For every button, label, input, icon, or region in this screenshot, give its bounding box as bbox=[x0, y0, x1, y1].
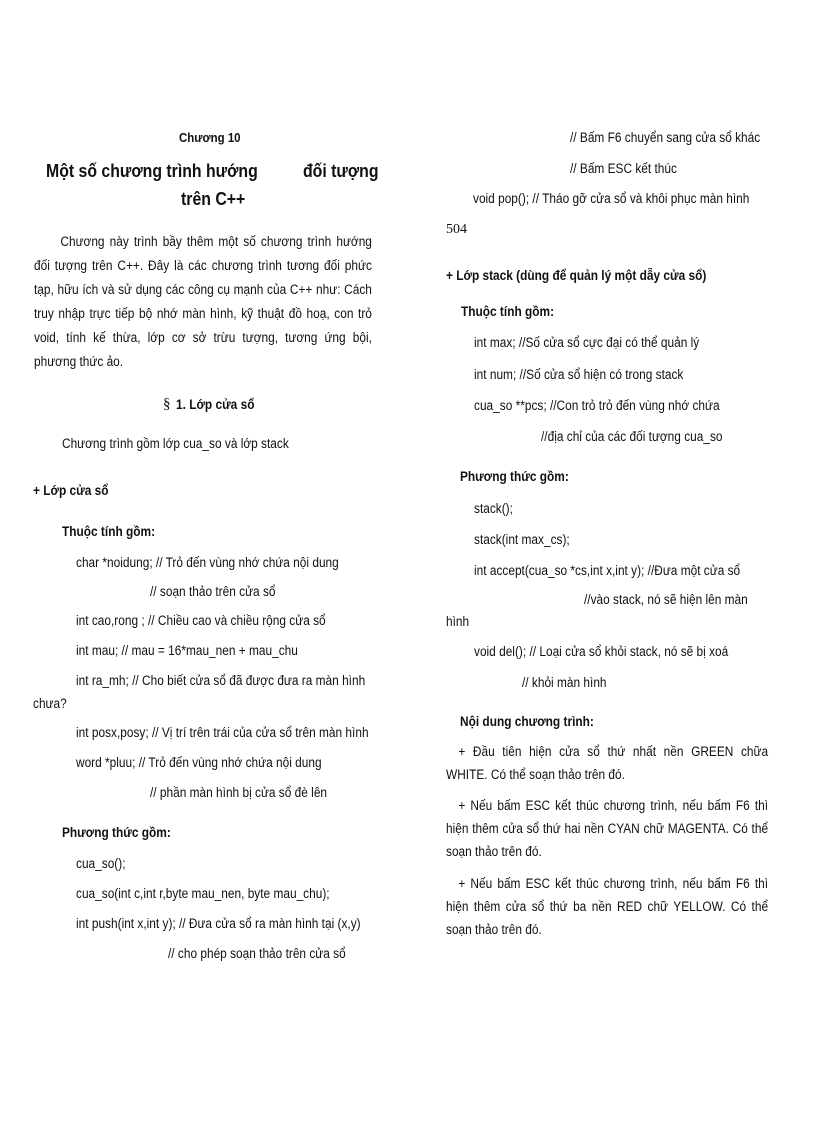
code-line: int mau; // mau = 16*mau_nen + mau_chu bbox=[76, 643, 298, 658]
chapter-title-line1b: đối tượng bbox=[303, 161, 379, 181]
code-line: // khỏi màn hình bbox=[522, 675, 607, 690]
class-heading-stack: + Lớp stack (dùng để quản lý một dẫy cửa sổ) bbox=[446, 268, 707, 283]
code-line: //địa chỉ của các đối tượng cua_so bbox=[541, 429, 723, 444]
code-line: int num; //Số cửa sổ hiện có trong stack bbox=[474, 367, 684, 382]
code-line: chưa? bbox=[33, 696, 67, 711]
code-line: void pop(); // Tháo gỡ cửa sổ và khôi phục màn hình bbox=[473, 191, 750, 206]
class-heading-cua-so: + Lớp cửa sổ bbox=[33, 483, 109, 498]
code-line: int accept(cua_so *cs,int x,int y); //Đưa một cửa sổ bbox=[474, 563, 741, 578]
code-line: char *noidung; // Trỏ đến vùng nhớ chứa nội dung bbox=[76, 555, 339, 570]
code-line: // Bấm ESC kết thúc bbox=[570, 161, 677, 176]
code-line: int posx,posy; // Vị trí trên trái của cửa sổ trên màn hình bbox=[76, 725, 369, 740]
program-description: Chương trình gồm lớp cua_so và lớp stack bbox=[62, 436, 289, 451]
code-line: // soạn thảo trên cửa sổ bbox=[150, 584, 276, 599]
code-line: cua_so(int c,int r,byte mau_nen, byte mau_chu); bbox=[76, 886, 330, 901]
cua-so-attr-heading: Thuộc tính gồm: bbox=[62, 524, 156, 539]
code-line: stack(int max_cs); bbox=[474, 532, 570, 547]
code-line: void del(); // Loại cửa sổ khỏi stack, nó sẽ bị xoá bbox=[474, 644, 729, 659]
section-title: 1. Lớp cửa sổ bbox=[176, 397, 255, 412]
code-line: int cao,rong ; // Chiều cao và chiều rộng cửa sổ bbox=[76, 613, 326, 628]
code-line: int push(int x,int y); // Đưa cửa sổ ra màn hình tại (x,y) bbox=[76, 916, 361, 931]
code-line: // cho phép soạn thảo trên cửa sổ bbox=[168, 946, 346, 961]
section-symbol: § bbox=[163, 396, 171, 412]
stack-method-heading: Phương thức gồm: bbox=[460, 469, 569, 484]
code-line: //vào stack, nó sẽ hiện lên màn bbox=[584, 592, 748, 607]
content-heading: Nội dung chương trình: bbox=[460, 714, 594, 729]
intro-paragraph: Chương này trình bầy thêm một số chương trình hướng đối tượng trên C++. Đây là các chương trình tương đối phức tạp, hữu ích và sử dụng các công cụ mạnh của C++ như: Cách truy nhập trực tiếp bộ nhớ màn hình, kỹ thuật đồ hoạ, con trỏ void, tính kế thừa, lớp cơ sở trừu tượng, tương ứng bội, phương thức ảo. bbox=[34, 234, 372, 369]
chapter-label: Chương 10 bbox=[179, 130, 241, 145]
content-paragraph: + Nếu bấm ESC kết thúc chương trình, nếu bấm F6 thì hiện thêm cửa sổ thứ hai nền CYAN chữ MAGENTA. Có thể soạn thảo trên đó. bbox=[446, 798, 769, 859]
cua-so-method-heading: Phương thức gồm: bbox=[62, 825, 171, 840]
code-line: word *pluu; // Trỏ đến vùng nhớ chứa nội dung bbox=[76, 755, 322, 770]
code-line: stack(); bbox=[474, 501, 513, 516]
code-line: int ra_mh; // Cho biết cửa sổ đã được đưa ra màn hình bbox=[76, 673, 366, 688]
code-line: hình bbox=[446, 614, 470, 629]
content-paragraph: + Đầu tiên hiện cửa sổ thứ nhất nền GREEN chữa WHITE. Có thể soạn thảo trên đó. bbox=[446, 744, 769, 782]
chapter-title-line2: trên C++ bbox=[181, 189, 246, 209]
code-line: // phần màn hình bị cửa sổ đè lên bbox=[150, 785, 328, 800]
code-line: int max; //Số cửa sổ cực đại có thể quản lý bbox=[474, 335, 700, 350]
stack-attr-heading: Thuộc tính gồm: bbox=[461, 304, 555, 319]
code-line: // Bấm F6 chuyển sang cửa sổ khác bbox=[570, 130, 761, 145]
content-paragraph: + Nếu bấm ESC kết thúc chương trình, nếu bấm F6 thì hiện thêm cửa sổ thứ ba nền RED chữ YELLOW. Có thể soạn thảo trên đó. bbox=[446, 876, 769, 937]
code-line: cua_so **pcs; //Con trỏ trỏ đến vùng nhớ chứa bbox=[474, 398, 720, 413]
chapter-title-line1a: Một số chương trình hướng bbox=[46, 161, 258, 181]
code-line: cua_so(); bbox=[76, 856, 126, 871]
page-number: 504 bbox=[446, 222, 467, 237]
